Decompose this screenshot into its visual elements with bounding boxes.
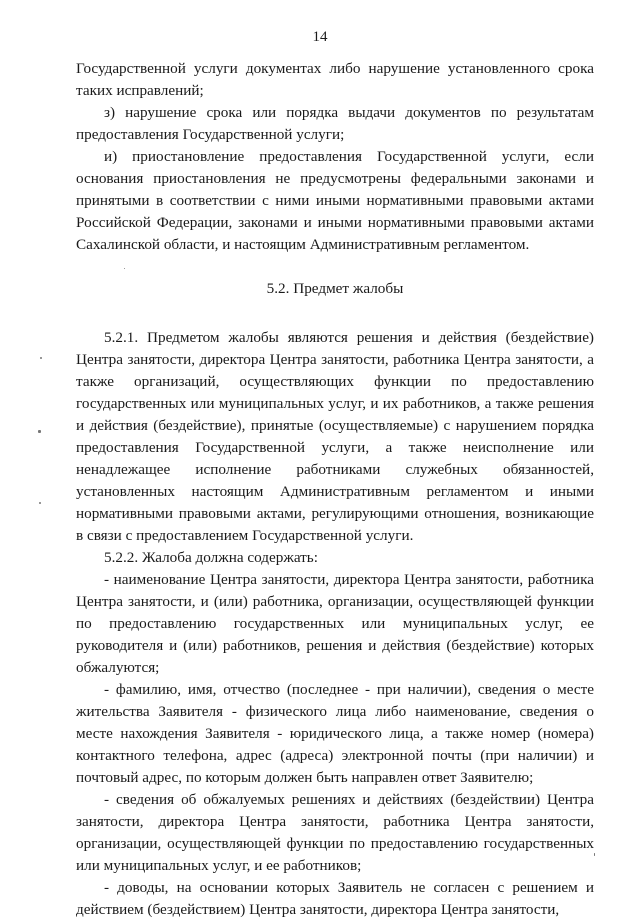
paragraph-item-i: и) приостановление предоставления Государственной услуги, если основания приостановления не предусмотрены федеральными законами и принятыми в соответствии с ними иными нормативными правовыми актами Российской Федерации, законами и иными нормативными правовыми актами Сахалинской области, и настоящим Административным регламентом.	[76, 148, 594, 253]
scan-mark	[38, 430, 41, 433]
paragraph-item-z: з) нарушение срока или порядка выдачи документов по результатам предоставления Государственной услуги;	[76, 104, 594, 143]
section-heading: 5.2. Предмет жалобы	[266, 280, 404, 297]
list-item-arguments: - доводы, на основании которых Заявитель не согласен с решением и действием (бездействием) Центра занятости, директора Центра занятости,	[76, 879, 594, 918]
scan-mark	[40, 357, 42, 359]
scan-mark	[594, 853, 595, 856]
document-body	[76, 58, 594, 921]
page-number: 14	[312, 29, 328, 45]
paragraph-continuation: Государственной услуги документах либо нарушение установленного срока таких исправлений;	[76, 60, 594, 99]
paragraph-5-2-1: 5.2.1. Предметом жалобы являются решения и действия (бездействие) Центра занятости, директора Центра занятости, работника Центра занятости, а также организаций, осуществляющих функции по предоставлению государственных или муниципальных услуг, и их работников, а также решения и действия (бездействие), принятые (осуществляемые) с нарушением порядка предоставления Государственной услуги, а также неисполнение или ненадлежащее исполнение работниками служебных обязанностей, установленных настоящим Административным регламентом и иными нормативными правовыми актами, регулирующими отношения, возникающие в связи с предоставлением Государственной услуги.	[76, 329, 594, 544]
list-item-decisions: - сведения об обжалуемых решениях и действиях (бездействии) Центра занятости, директора Центра занятости, работника Центра занятости, организации, осуществляющей функции по предоставлению государственных или муниципальных услуг, и ее работников;	[76, 791, 594, 874]
list-item-applicant: - фамилию, имя, отчество (последнее - при наличии), сведения о месте жительства Заявителя - физического лица либо наименование, сведения о месте нахождения Заявителя - юридического лица, а также номер (номера) контактного телефона, адрес (адреса) электронной почты (при наличии) и почтовый адрес, по которым должен быть направлен ответ Заявителю;	[76, 681, 594, 786]
scan-mark	[39, 502, 41, 504]
scan-mark	[124, 268, 125, 269]
list-item-name: - наименование Центра занятости, директора Центра занятости, работника Центра занятости, и (или) работника, организации, осуществляющей функции по предоставлению государственных или муниципальных услуг, ее руководителя и (или) работников, решения и действия (бездействие) которых обжалуются;	[76, 571, 594, 676]
paragraph-5-2-2: 5.2.2. Жалоба должна содержать:	[104, 549, 318, 566]
